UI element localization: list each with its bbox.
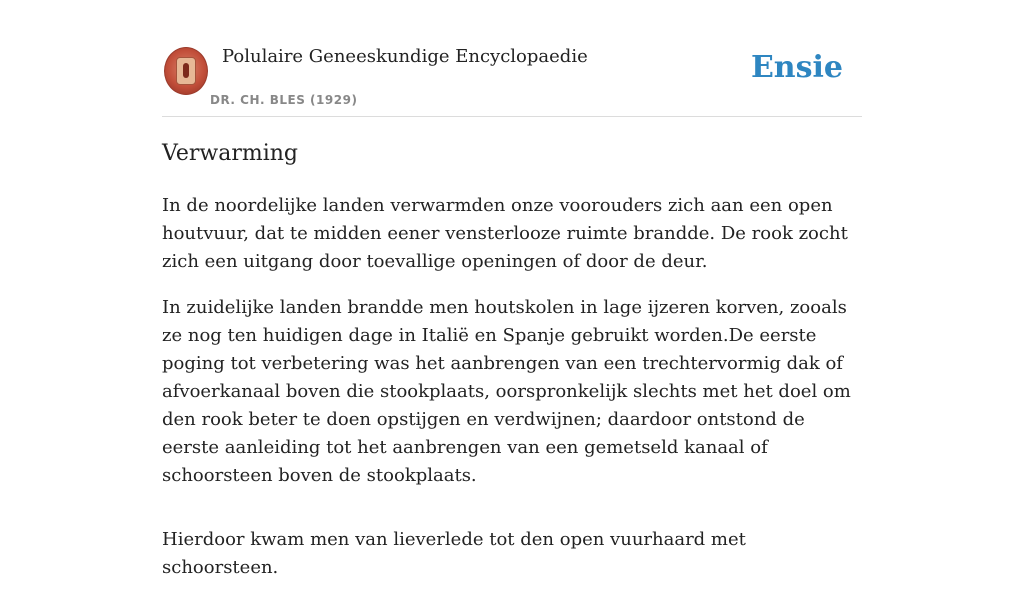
logo-figure xyxy=(183,63,189,78)
article xyxy=(162,138,862,600)
article-paragraph-1: In de noordelijke landen verwarmden onze voorouders zich aan een open houtvuur, dat te midden eener vensterlooze ruimte brandde. De rook zocht zich een uitgang door toevallige openingen of door de deur. xyxy=(162,195,848,272)
article-title: Verwarming xyxy=(162,141,299,166)
book-author: DR. CH. BLES (1929) xyxy=(210,93,358,107)
logo-inner-panel xyxy=(176,57,196,85)
brand-logo-link[interactable]: Ensie xyxy=(750,50,843,85)
header xyxy=(162,40,862,117)
article-paragraph-2: In zuidelijke landen brandde men houtskolen in lage ijzeren korven, zooals ze nog ten huidigen dage in Italië en Spanje gebruikt worden.De eerste poging tot verbetering was het aanbrengen van een trechtervormig dak of afvoerkanaal boven die stookplaats, oorspronkelijk slechts met het doel om den rook beter te doen opstijgen en verdwijnen; daardoor ontstond de eerste aanleiding tot het aanbrengen van een gemetseld kanaal of schoorsteen boven de stookplaats. xyxy=(162,297,851,486)
book-cover-logo-icon[interactable] xyxy=(164,47,208,95)
article-paragraph-3: Hierdoor kwam men van lieverlede tot den open vuurhaard met schoorsteen. xyxy=(162,529,746,578)
book-title[interactable]: Polulaire Geneeskundige Encyclopaedie xyxy=(222,46,588,67)
